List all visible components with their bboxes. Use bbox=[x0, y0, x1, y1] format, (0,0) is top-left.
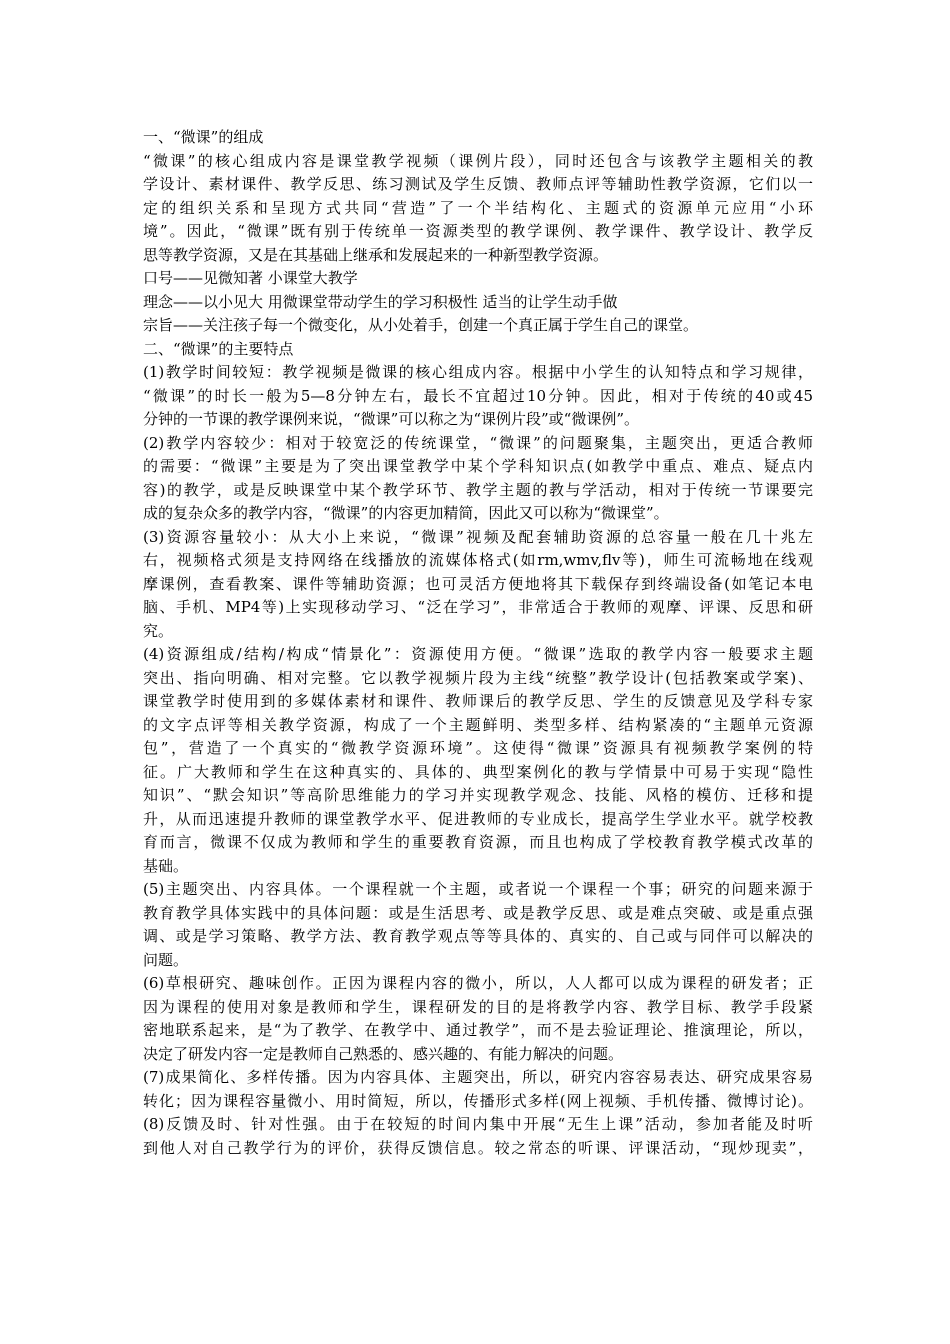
text-line: 问题。 bbox=[143, 950, 189, 969]
text-line: (4)资源组成/结构/构成“情景化”：资源使用方便。“微课”选取的教学内容一般要求主题 bbox=[143, 645, 813, 663]
text-line: 一、“微课”的组成 bbox=[143, 128, 264, 146]
text-line: “微课”的核心组成内容是课堂教学视频（课例片段），同时还包含与该教学主题相关的教 bbox=[143, 151, 813, 170]
text-line: 境”。因此，“微课”既有别于传统单一资源类型的教学课例、教学课件、教学设计、教学反 bbox=[143, 222, 813, 240]
text-line: 突出、指向明确、相对完整。它以教学视频片段为主线“统整”教学设计(包括教案或学案)、 bbox=[143, 668, 813, 687]
text-line: 包”，营造了一个真实的“微教学资源环境”。这使得“微课”资源具有视频教学案例的特 bbox=[143, 739, 813, 757]
text-line: 育而言，微课不仅成为教师和学生的重要教育资源，而且也构成了学校教育教学模式改革的 bbox=[143, 833, 813, 851]
text-line: 右，视频格式须是支持网络在线播放的流媒体格式(如rm,wmv,flv等)，师生可流畅地在线观 bbox=[143, 551, 813, 569]
text-line: 宗旨——关注孩子每一个微变化，从小处着手，创建一个真正属于学生自己的课堂。 bbox=[143, 316, 699, 334]
text-line: 的需要：“微课”主要是为了突出课堂教学中某个学科知识点(如教学中重点、难点、疑点内 bbox=[143, 457, 813, 475]
text-line: (7)成果简化、多样传播。因为内容具体、主题突出，所以，研究内容容易表达、研究成果容易 bbox=[143, 1068, 813, 1086]
text-line: 成的复杂众多的教学内容，“微课”的内容更加精简，因此又可以称为“微课堂”。 bbox=[143, 504, 669, 522]
text-line: 口号——见微知著 小课堂大教学 bbox=[143, 269, 358, 287]
text-line: 学设计、素材课件、教学反思、练习测试及学生反馈、教师点评等辅助性教学资源，它们以一 bbox=[143, 175, 813, 193]
text-line: 因为课程的使用对象是教师和学生，课程研发的目的是将教学内容、教学目标、教学手段紧 bbox=[143, 997, 813, 1016]
text-line: (6)草根研究、趣味创作。正因为课程内容的微小，所以，人人都可以成为课程的研发者；正 bbox=[143, 974, 813, 992]
text-line: (2)教学内容较少：相对于较宽泛的传统课堂，“微课”的问题聚集，主题突出，更适合教师 bbox=[143, 433, 813, 452]
text-line: 理念——以小见大 用微课堂带动学生的学习积极性 适当的让学生动手做 bbox=[143, 292, 618, 311]
text-line: (5)主题突出、内容具体。一个课程就一个主题，或者说一个课程一个事；研究的问题来源于 bbox=[143, 880, 813, 898]
text-line: 脑、手机、MP4等)上实现移动学习、“泛在学习”，非常适合于教师的观摩、评课、反思和研 bbox=[143, 598, 813, 616]
text-line: 思等教学资源，又是在其基础上继承和发展起来的一种新型教学资源。 bbox=[143, 245, 609, 264]
text-line: (1)教学时间较短：教学视频是微课的核心组成内容。根据中小学生的认知特点和学习规律， bbox=[143, 363, 813, 381]
text-line: 容)的教学，或是反映课堂中某个教学环节、教学主题的教与学活动，相对于传统一节课要完 bbox=[143, 480, 813, 499]
text-line: 转化；因为课程容量微小、用时简短，所以，传播形式多样(网上视频、手机传播、微博讨论)。 bbox=[143, 1091, 813, 1110]
text-line: (8)反馈及时、针对性强。由于在较短的时间内集中开展“无生上课”活动，参加者能及时听 bbox=[143, 1115, 813, 1133]
text-line: 教育教学具体实践中的具体问题：或是生活思考、或是教学反思、或是难点突破、或是重点强 bbox=[143, 903, 813, 922]
text-line: “微课”的时长一般为5—8分钟左右，最长不宜超过10分钟。因此，相对于传统的40或45 bbox=[143, 386, 813, 405]
text-line: 的文字点评等相关教学资源，构成了一个主题鲜明、类型多样、结构紧凑的“主题单元资源 bbox=[143, 715, 813, 734]
text-line: 到他人对自己教学行为的评价，获得反馈信息。较之常态的听课、评课活动，“现炒现卖”， bbox=[143, 1138, 813, 1157]
text-line: 升，从而迅速提升教师的课堂教学水平、促进教师的专业成长，提高学生学业水平。就学校教 bbox=[143, 809, 813, 828]
text-line: 分钟的一节课的教学课例来说，“微课”可以称之为“课例片段”或“微课例”。 bbox=[143, 410, 640, 428]
text-line: 究。 bbox=[143, 621, 174, 640]
text-line: 密地联系起来，是“为了教学、在教学中、通过教学”，而不是去验证理论、推演理论，所以， bbox=[143, 1021, 813, 1039]
text-line: 二、“微课”的主要特点 bbox=[143, 339, 294, 358]
document-page bbox=[143, 126, 813, 1160]
text-line: 定的组织关系和呈现方式共同“营造”了一个半结构化、主题式的资源单元应用“小环 bbox=[143, 198, 813, 217]
text-line: 征。广大教师和学生在这种真实的、具体的、典型案例化的教与学情景中可易于实现“隐性 bbox=[143, 762, 813, 781]
text-line: 课堂教学时使用到的多媒体素材和课件、教师课后的教学反思、学生的反馈意见及学科专家 bbox=[143, 692, 813, 710]
text-line: 基础。 bbox=[143, 856, 189, 875]
text-line: 决定了研发内容一定是教师自己熟悉的、感兴趣的、有能力解决的问题。 bbox=[143, 1044, 624, 1063]
text-line: 摩课例，查看教案、课件等辅助资源；也可灵活方便地将其下载保存到终端设备(如笔记本电 bbox=[143, 574, 813, 593]
text-line: 知识”、“默会知识”等高阶思维能力的学习并实现教学观念、技能、风格的模仿、迁移和提 bbox=[143, 786, 813, 804]
text-line: (3)资源容量较小：从大小上来说，“微课”视频及配套辅助资源的总容量一般在几十兆左 bbox=[143, 527, 813, 546]
text-line: 调、或是学习策略、教学方法、教育教学观点等等具体的、真实的、自己或与同伴可以解决的 bbox=[143, 927, 813, 945]
